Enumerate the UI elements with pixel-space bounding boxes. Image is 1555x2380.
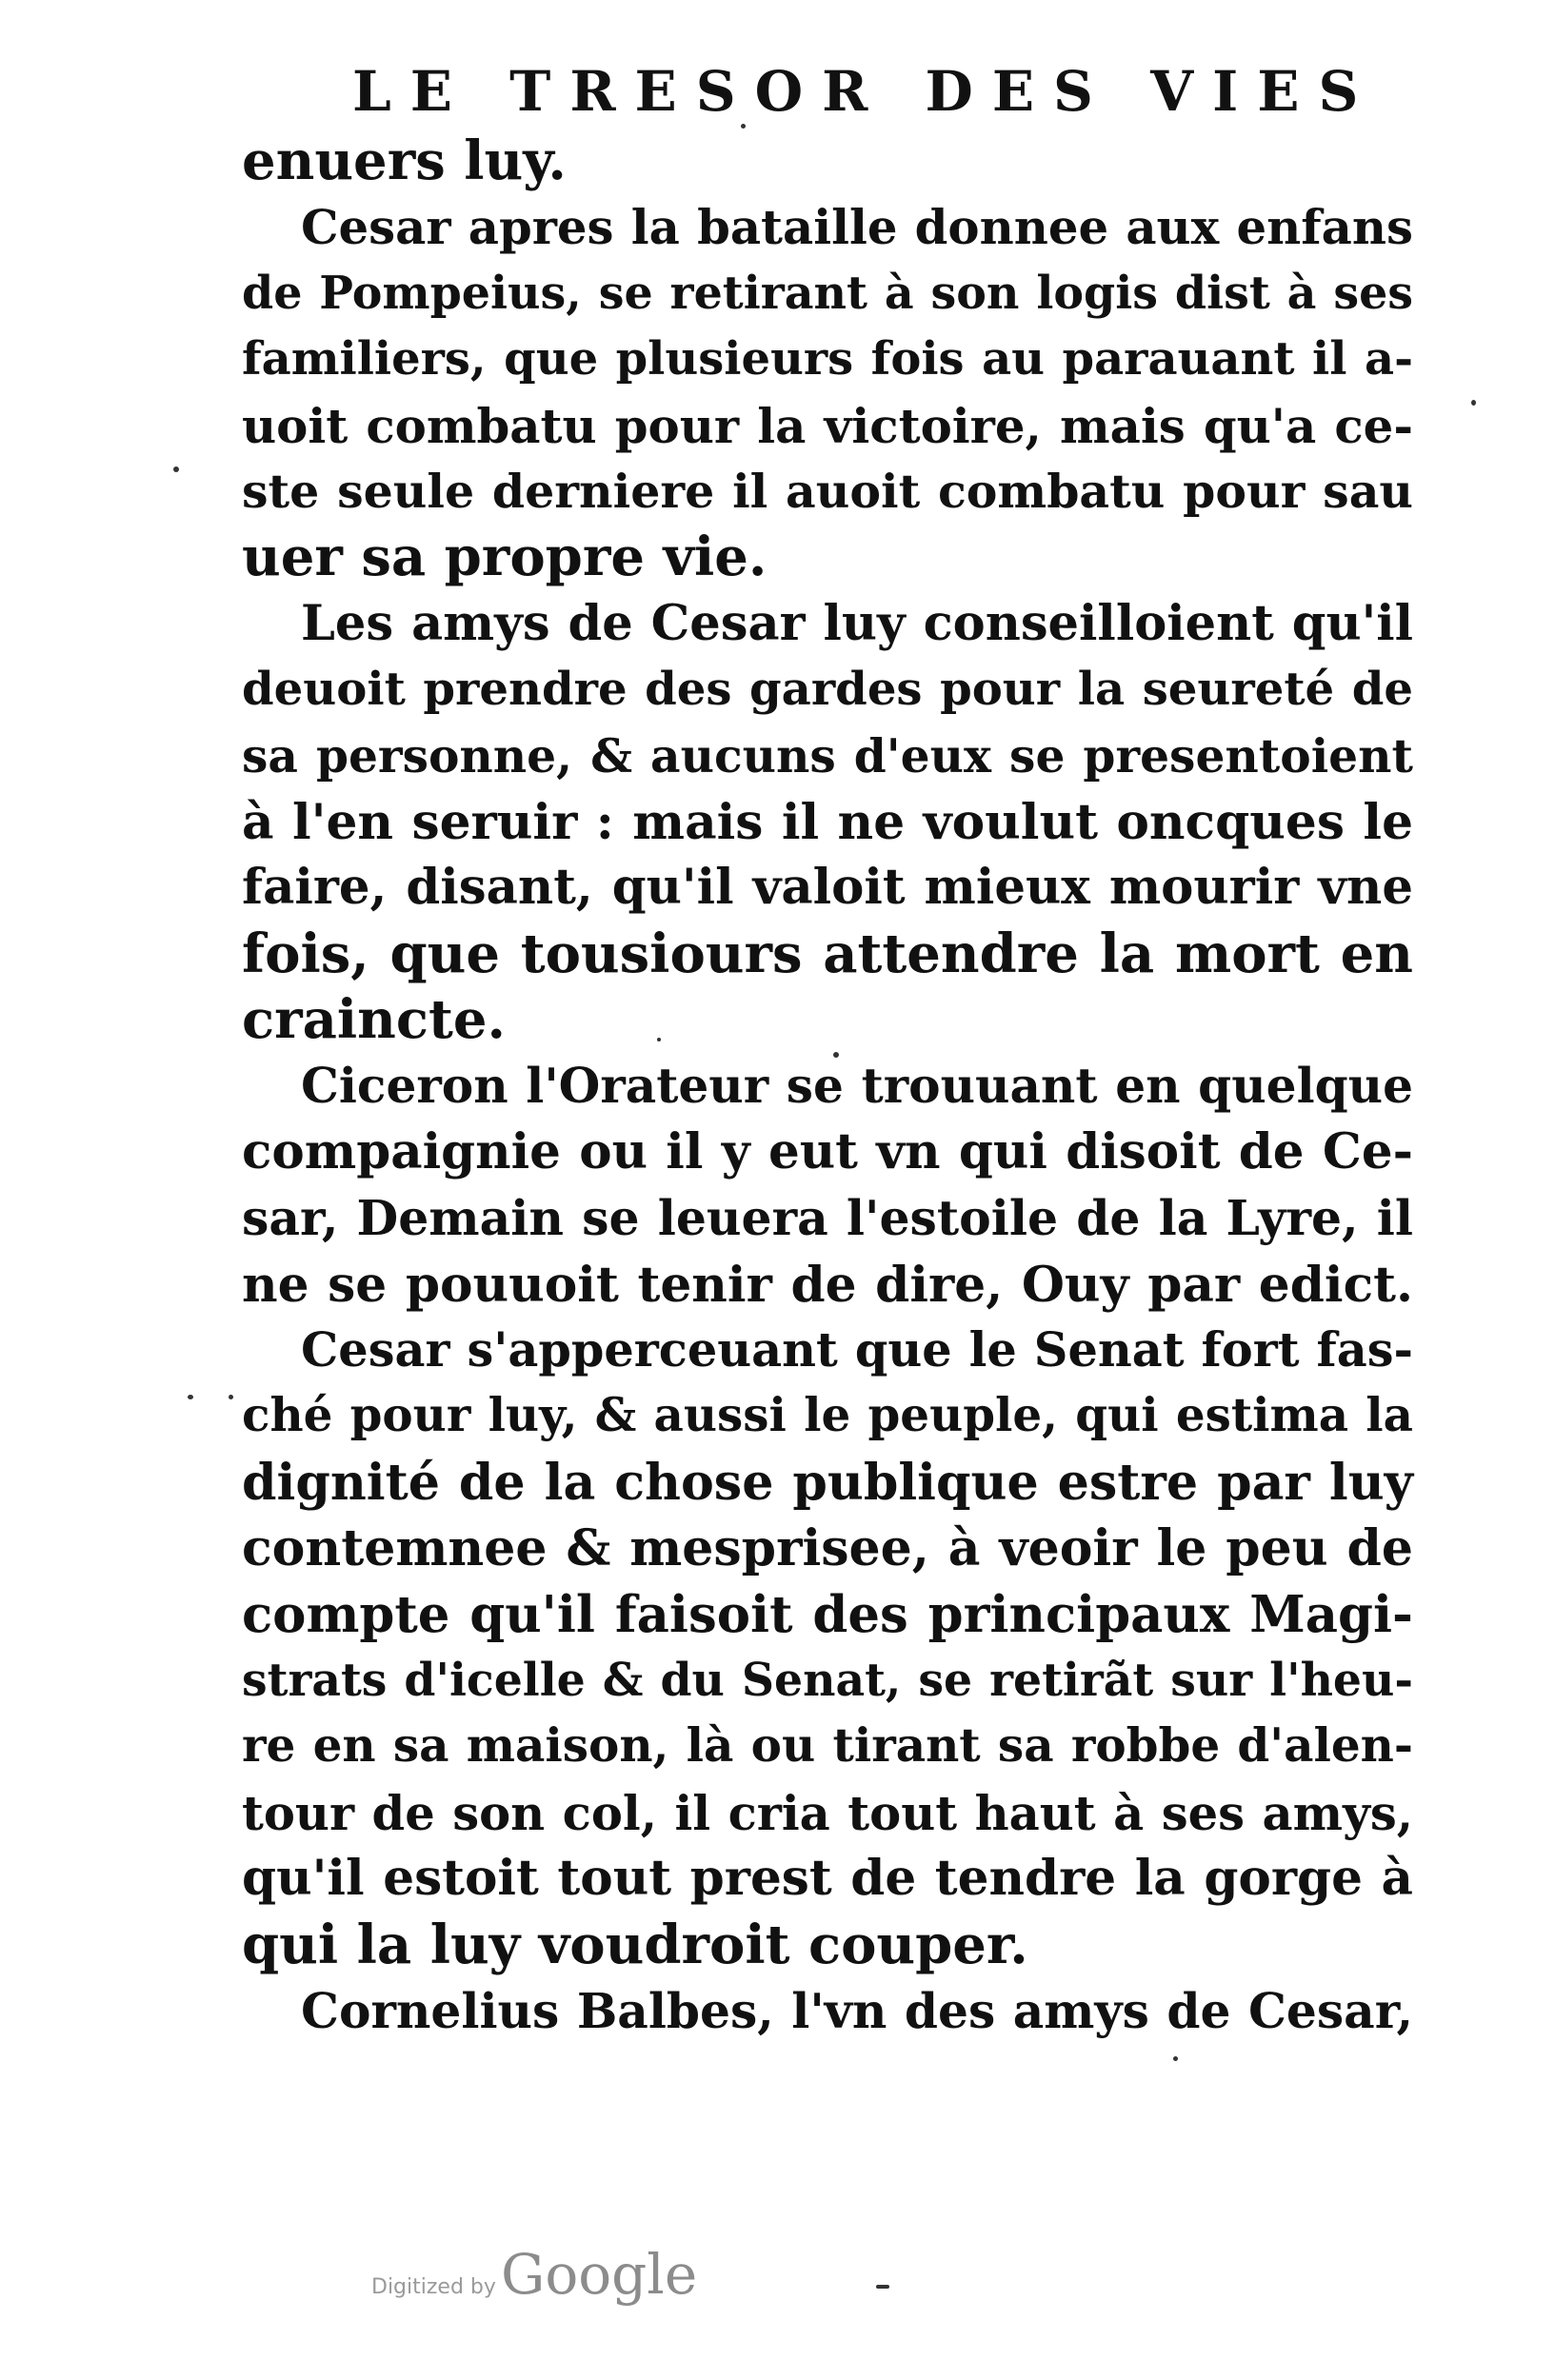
text-line: re en sa maison, là ou tirant sa robbe d'alen- [242,1719,1413,1774]
text-line: ché pour luy, & aussi le peuple, qui estima la [242,1389,1413,1443]
text-line: compaignie ou il y eut vn qui disoit de Ce- [242,1122,1413,1180]
running-head: LE TRESOR DES VIES [352,59,1378,124]
text-line: Cesar apres la bataille donnee aux enfans [301,199,1413,256]
text-line: de Pompeius, se retirant à son logis dist à ses [242,266,1413,320]
text-line: ne se pouuoit tenir de dire, Ouy par edict. [242,1255,1413,1314]
ink-speck [876,2285,889,2289]
text-line: tour de son col, il cria tout haut à ses amys, [242,1784,1413,1841]
text-line: contemnee & mesprisee, à veoir le peu de [242,1519,1413,1578]
text-line: ste seule derniere il auoit combatu pour sau [242,463,1413,519]
ink-speck [229,1395,233,1399]
text-line: compte qu'il faisoit des principaux Magi- [242,1584,1413,1644]
text-line: craincte. [242,988,506,1052]
ink-speck [1471,400,1476,406]
text-line: fois, que tousiours attendre la mort en [242,922,1413,985]
ink-speck [741,124,746,129]
text-line: sa personne, & aucuns d'eux se presentoient [242,728,1413,783]
ink-speck [833,1052,839,1058]
text-line: Ciceron l'Orateur se trouuant en quelque [301,1058,1413,1115]
ink-speck [1173,2056,1178,2061]
body-text [242,129,1413,2044]
text-line: sar, Demain se leuera l'estoile de la Lyre, il [242,1190,1413,1247]
text-line: enuers luy. [242,129,567,192]
digitized-watermark [371,2242,697,2307]
text-line: uoit combatu pour la victoire, mais qu'a ce- [242,397,1413,454]
text-line: faire, disant, qu'il valoit mieux mourir vne [242,859,1413,917]
text-line: familiers, que plusieurs fois au parauant il a- [242,332,1413,387]
ink-speck [188,1395,193,1399]
text-line: strats d'icelle & du Senat, se retirãt sur l'heu- [242,1654,1413,1707]
text-line: uer sa propre vie. [242,526,768,589]
text-line: Les amys de Cesar luy conseilloient qu'il [301,594,1413,652]
text-line: Cornelius Balbes, l'vn des amys de Cesar, [301,1982,1413,2039]
text-line: deuoit prendre des gardes pour la seureté de [242,663,1413,717]
ink-speck [173,466,179,472]
ink-speck [657,1038,661,1041]
text-line: qu'il estoit tout prest de tendre la gorge à [242,1850,1413,1908]
watermark-prefix: Digitized by [371,2275,496,2299]
text-line: Cesar s'apperceuant que le Senat fort fas- [301,1322,1413,1378]
watermark-brand: Google [501,2242,698,2307]
text-line: qui la luy voudroit couper. [242,1913,1028,1976]
text-line: à l'en seruir : mais il ne voulut oncques le [242,792,1413,851]
text-line: dignité de la chose publique estre par luy [242,1453,1413,1512]
